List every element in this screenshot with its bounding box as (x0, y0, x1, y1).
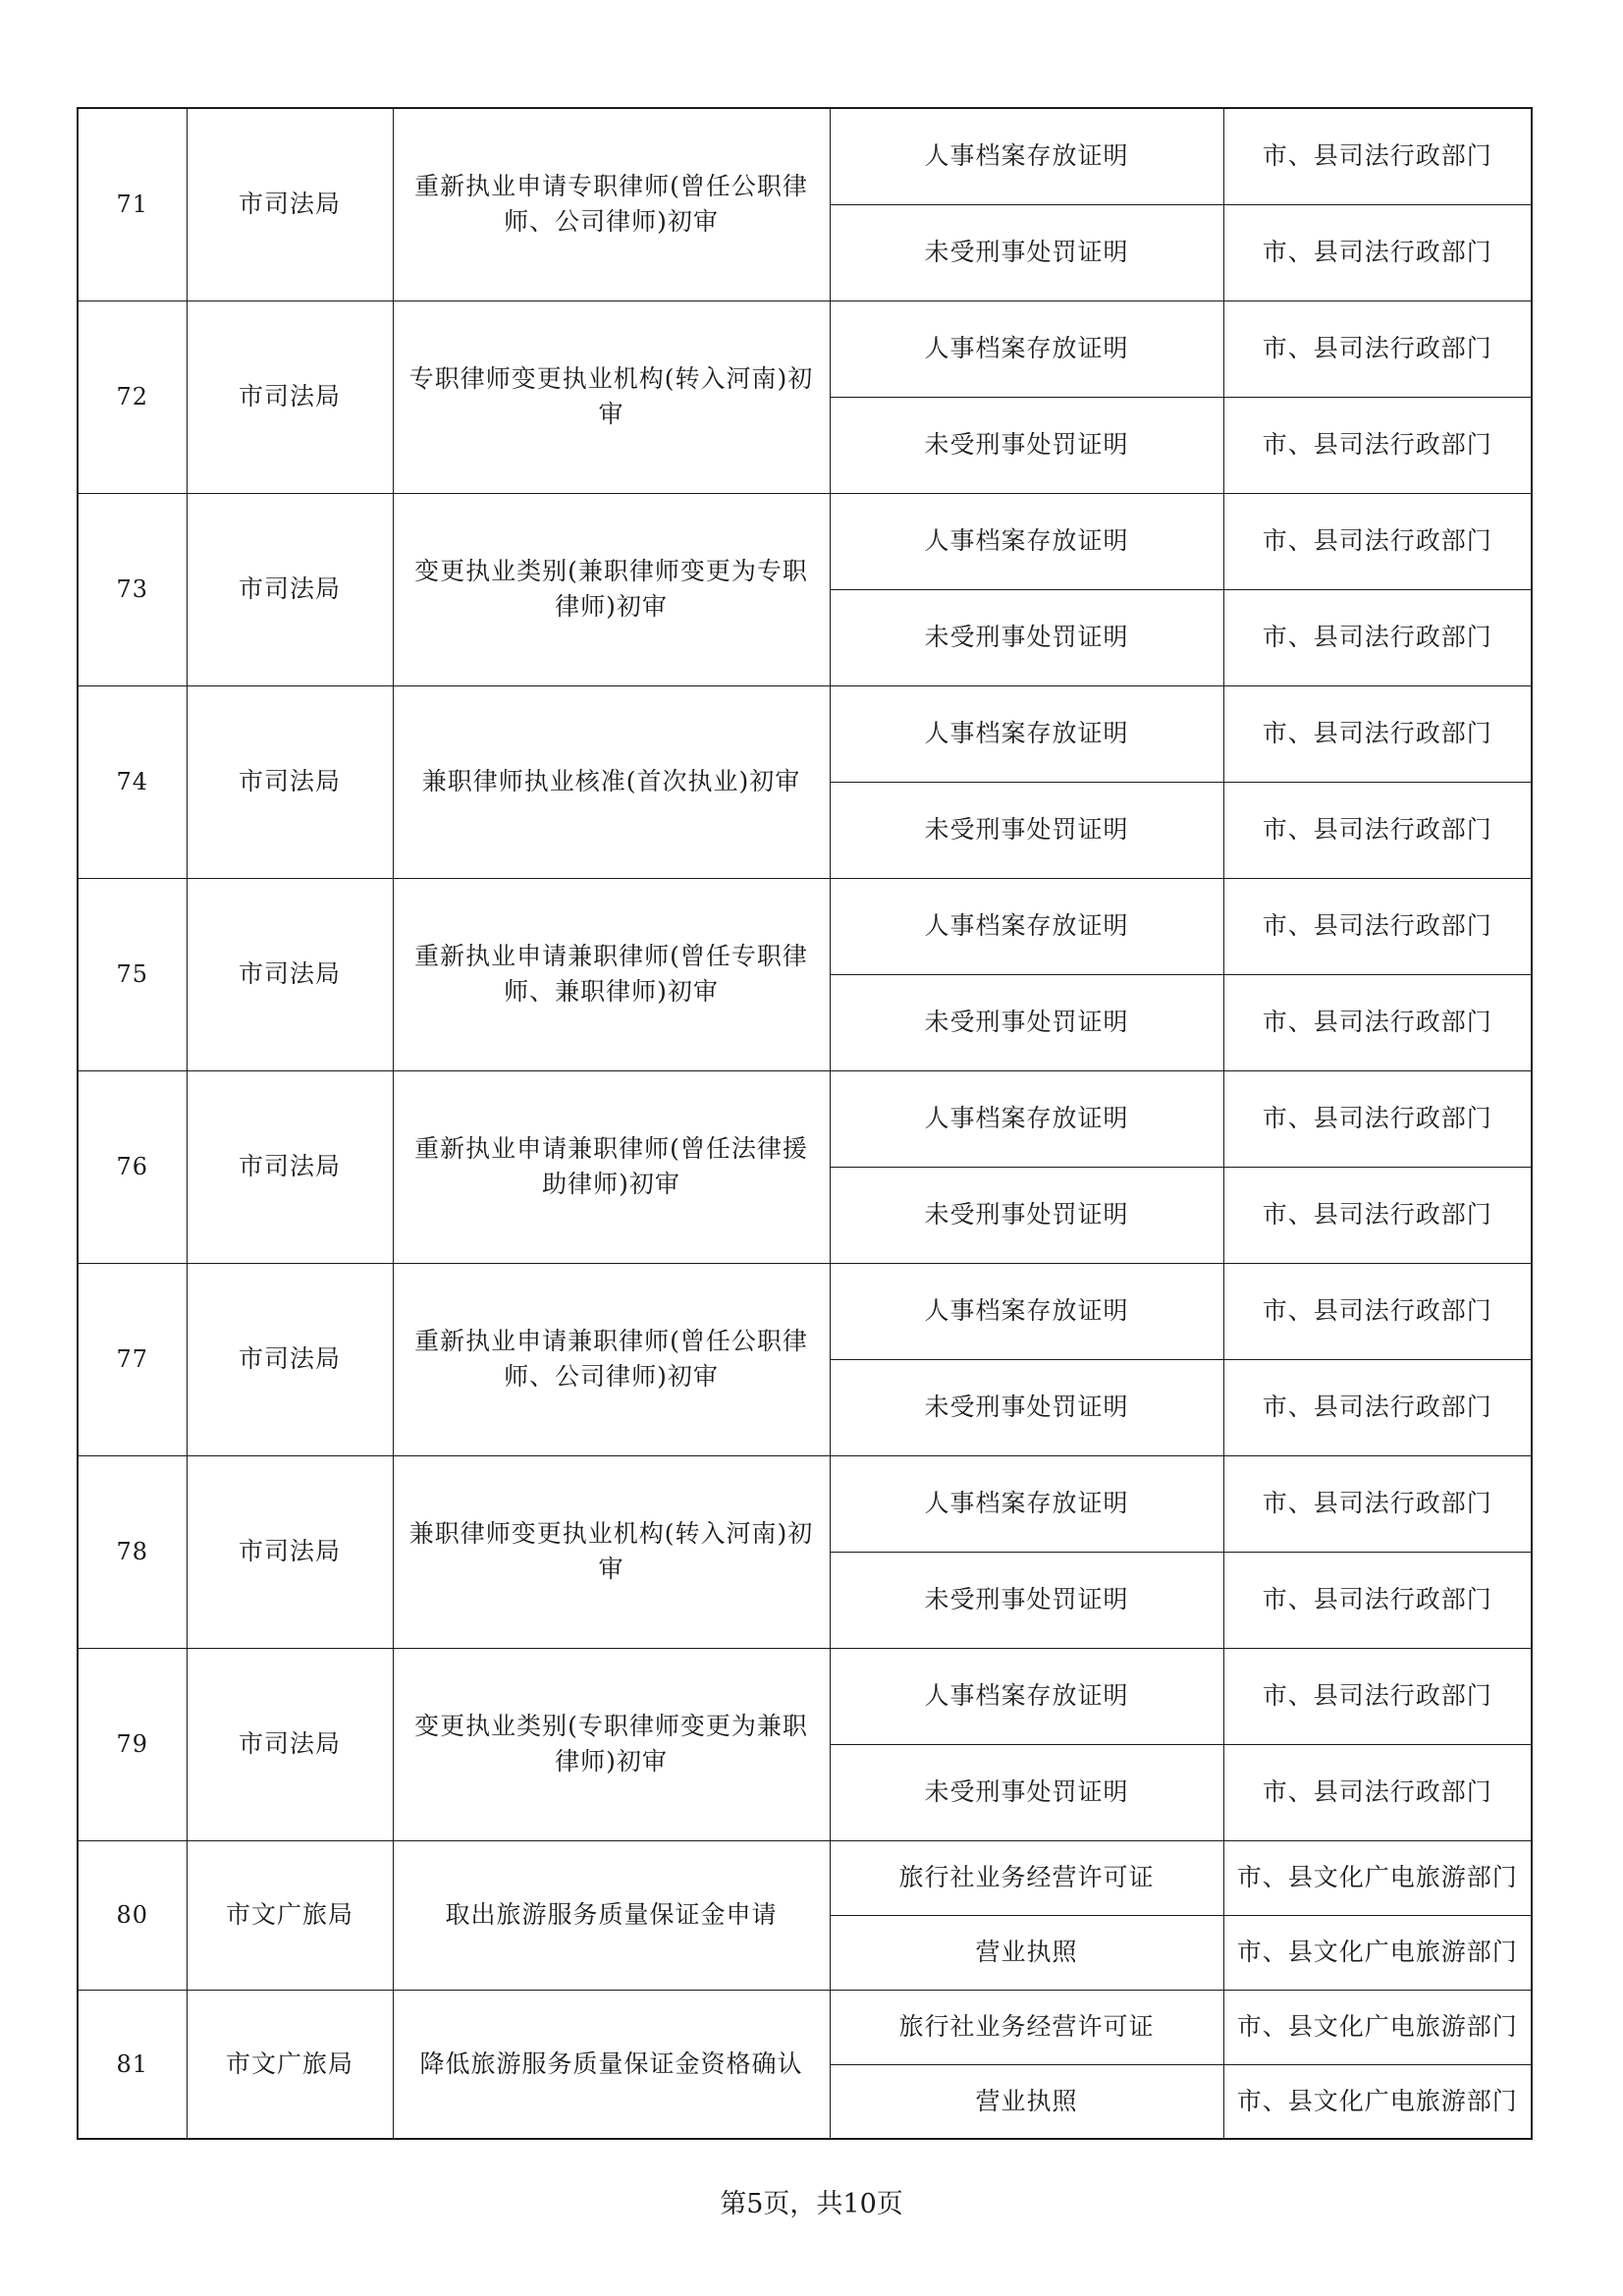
row-number-cell: 71 (78, 108, 187, 301)
issuing-department-cell: 市、县文化广电旅游部门 (1223, 2064, 1532, 2139)
material-name-cell: 未受刑事处罚证明 (830, 974, 1223, 1070)
service-item-cell: 兼职律师变更执业机构(转入河南)初审 (393, 1455, 830, 1648)
row-number-cell: 75 (78, 878, 187, 1070)
issuing-department-cell: 市、县司法行政部门 (1223, 397, 1532, 493)
material-name-cell: 营业执照 (830, 2064, 1223, 2139)
organization-cell: 市司法局 (187, 878, 393, 1070)
issuing-department-cell: 市、县文化广电旅游部门 (1223, 1840, 1532, 1915)
row-number-cell: 72 (78, 301, 187, 493)
organization-cell: 市司法局 (187, 301, 393, 493)
row-number-cell: 73 (78, 493, 187, 685)
material-name-cell: 未受刑事处罚证明 (830, 397, 1223, 493)
organization-cell: 市司法局 (187, 685, 393, 878)
data-table (77, 107, 1533, 2140)
material-name-cell: 未受刑事处罚证明 (830, 1552, 1223, 1648)
issuing-department-cell: 市、县司法行政部门 (1223, 1744, 1532, 1840)
table-row (78, 301, 1532, 397)
page-number: 第5页，共10页 (720, 2189, 903, 2219)
table-row (78, 493, 1532, 589)
material-name-cell: 人事档案存放证明 (830, 301, 1223, 397)
service-item-cell: 重新执业申请专职律师(曾任公职律师、公司律师)初审 (393, 108, 830, 301)
material-name-cell: 旅行社业务经营许可证 (830, 1990, 1223, 2064)
service-item-cell: 变更执业类别(专职律师变更为兼职律师)初审 (393, 1648, 830, 1840)
table-row (78, 108, 1532, 204)
material-name-cell: 营业执照 (830, 1915, 1223, 1990)
material-name-cell: 人事档案存放证明 (830, 1648, 1223, 1744)
organization-cell: 市司法局 (187, 493, 393, 685)
material-name-cell: 人事档案存放证明 (830, 1070, 1223, 1167)
material-name-cell: 未受刑事处罚证明 (830, 1167, 1223, 1263)
issuing-department-cell: 市、县文化广电旅游部门 (1223, 1990, 1532, 2064)
service-item-cell: 重新执业申请兼职律师(曾任专职律师、兼职律师)初审 (393, 878, 830, 1070)
organization-cell: 市司法局 (187, 1648, 393, 1840)
service-item-cell: 取出旅游服务质量保证金申请 (393, 1840, 830, 1990)
organization-cell: 市司法局 (187, 1455, 393, 1648)
organization-cell: 市司法局 (187, 108, 393, 301)
material-name-cell: 人事档案存放证明 (830, 1455, 1223, 1552)
material-name-cell: 未受刑事处罚证明 (830, 1744, 1223, 1840)
service-item-cell: 降低旅游服务质量保证金资格确认 (393, 1990, 830, 2139)
issuing-department-cell: 市、县司法行政部门 (1223, 685, 1532, 782)
issuing-department-cell: 市、县司法行政部门 (1223, 1263, 1532, 1359)
row-number-cell: 74 (78, 685, 187, 878)
issuing-department-cell: 市、县司法行政部门 (1223, 493, 1532, 589)
organization-cell: 市文广旅局 (187, 1840, 393, 1990)
issuing-department-cell: 市、县司法行政部门 (1223, 1359, 1532, 1455)
issuing-department-cell: 市、县文化广电旅游部门 (1223, 1915, 1532, 1990)
table-row (78, 1648, 1532, 1744)
issuing-department-cell: 市、县司法行政部门 (1223, 204, 1532, 301)
row-number-cell: 77 (78, 1263, 187, 1455)
material-name-cell: 旅行社业务经营许可证 (830, 1840, 1223, 1915)
table-row (78, 1070, 1532, 1167)
issuing-department-cell: 市、县司法行政部门 (1223, 589, 1532, 685)
issuing-department-cell: 市、县司法行政部门 (1223, 878, 1532, 974)
organization-cell: 市司法局 (187, 1263, 393, 1455)
issuing-department-cell: 市、县司法行政部门 (1223, 108, 1532, 204)
material-name-cell: 未受刑事处罚证明 (830, 782, 1223, 878)
material-name-cell: 人事档案存放证明 (830, 108, 1223, 204)
issuing-department-cell: 市、县司法行政部门 (1223, 301, 1532, 397)
table-row (78, 1455, 1532, 1552)
table-row (78, 685, 1532, 782)
material-name-cell: 人事档案存放证明 (830, 1263, 1223, 1359)
issuing-department-cell: 市、县司法行政部门 (1223, 1167, 1532, 1263)
service-item-cell: 变更执业类别(兼职律师变更为专职律师)初审 (393, 493, 830, 685)
organization-cell: 市文广旅局 (187, 1990, 393, 2139)
table-body (78, 108, 1532, 2139)
organization-cell: 市司法局 (187, 1070, 393, 1263)
table-row (78, 1990, 1532, 2064)
issuing-department-cell: 市、县司法行政部门 (1223, 974, 1532, 1070)
material-name-cell: 未受刑事处罚证明 (830, 1359, 1223, 1455)
service-item-cell: 重新执业申请兼职律师(曾任公职律师、公司律师)初审 (393, 1263, 830, 1455)
material-name-cell: 未受刑事处罚证明 (830, 204, 1223, 301)
table-row (78, 878, 1532, 974)
row-number-cell: 79 (78, 1648, 187, 1840)
material-name-cell: 人事档案存放证明 (830, 878, 1223, 974)
issuing-department-cell: 市、县司法行政部门 (1223, 1455, 1532, 1552)
material-name-cell: 未受刑事处罚证明 (830, 589, 1223, 685)
issuing-department-cell: 市、县司法行政部门 (1223, 1070, 1532, 1167)
row-number-cell: 76 (78, 1070, 187, 1263)
table-row (78, 1263, 1532, 1359)
service-item-cell: 重新执业申请兼职律师(曾任法律援助律师)初审 (393, 1070, 830, 1263)
issuing-department-cell: 市、县司法行政部门 (1223, 782, 1532, 878)
table-row (78, 1840, 1532, 1915)
material-name-cell: 人事档案存放证明 (830, 493, 1223, 589)
service-item-cell: 专职律师变更执业机构(转入河南)初审 (393, 301, 830, 493)
row-number-cell: 80 (78, 1840, 187, 1990)
issuing-department-cell: 市、县司法行政部门 (1223, 1648, 1532, 1744)
issuing-department-cell: 市、县司法行政部门 (1223, 1552, 1532, 1648)
row-number-cell: 78 (78, 1455, 187, 1648)
service-item-cell: 兼职律师执业核准(首次执业)初审 (393, 685, 830, 878)
material-name-cell: 人事档案存放证明 (830, 685, 1223, 782)
row-number-cell: 81 (78, 1990, 187, 2139)
